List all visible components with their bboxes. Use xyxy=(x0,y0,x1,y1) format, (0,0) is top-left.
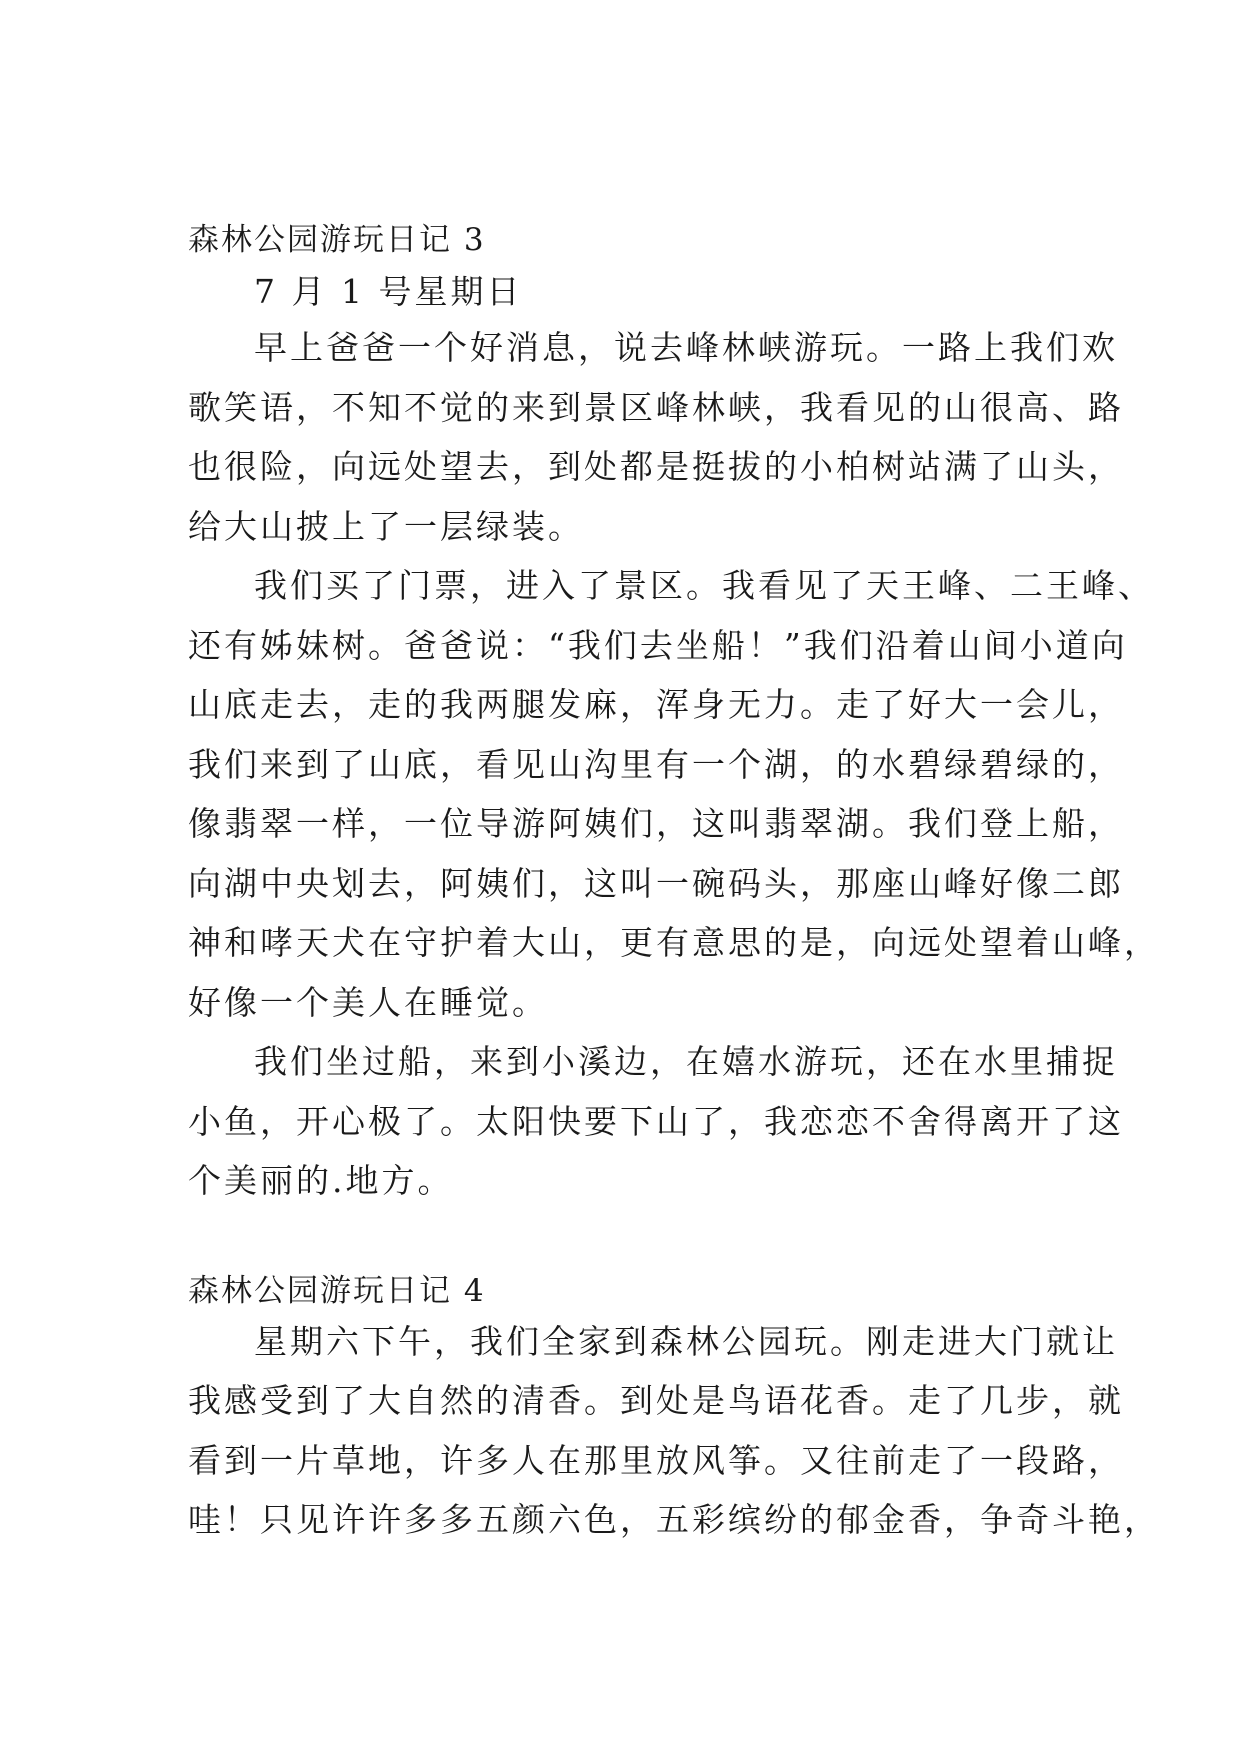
paragraph-line: 山底走去，走的我两腿发麻，浑身无力。走了好大一会儿， xyxy=(188,685,1124,724)
diary-date: 7 月 1 号星期日 xyxy=(254,272,523,311)
document-content xyxy=(188,220,1160,1550)
section-title-4: 森林公园游玩日记 4 xyxy=(188,1272,486,1309)
paragraph-line: 好像一个美人在睡觉。 xyxy=(188,982,548,1022)
paragraph-line: 我们坐过船，来到小溪边，在嬉水游玩，还在水里捕捉 xyxy=(254,1042,1118,1081)
paragraph-line: 还有姊妹树。爸爸说：“我们去坐船！”我们沿着山间小道向 xyxy=(188,625,1128,665)
paragraph-line: 早上爸爸一个好消息，说去峰林峡游玩。一路上我们欢 xyxy=(254,328,1118,367)
section-title-3: 森林公园游玩日记 3 xyxy=(188,222,486,258)
paragraph-line: 歌笑语，不知不觉的来到景区峰林峡，我看见的山很高、路 xyxy=(188,387,1124,427)
paragraph-line: 小鱼，开心极了。太阳快要下山了，我恋恋不舍得离开了这 xyxy=(188,1101,1124,1141)
paragraph-line: 我感受到了大自然的清香。到处是鸟语花香。走了几步，就 xyxy=(188,1381,1124,1420)
paragraph-line: 也很险，向远处望去，到处都是挺拔的小柏树站满了山头， xyxy=(188,447,1124,486)
section-spacer xyxy=(188,1211,1056,1271)
paragraph-line: 个美丽的.地方。 xyxy=(188,1161,454,1200)
paragraph-line: 向湖中央划去，阿姨们，这叫一碗码头，那座山峰好像二郎 xyxy=(188,863,1124,903)
paragraph-line: 我们来到了山底，看见山沟里有一个湖，的水碧绿碧绿的， xyxy=(188,744,1124,784)
paragraph-line: 哇！只见许许多多五颜六色，五彩缤纷的郁金香，争奇斗艳， xyxy=(188,1500,1160,1539)
paragraph-line: 星期六下午，我们全家到森林公园玩。刚走进大门就让 xyxy=(254,1321,1118,1361)
paragraph-line: 我们买了门票，进入了景区。我看见了天王峰、二王峰、 xyxy=(254,566,1154,605)
paragraph-line: 像翡翠一样，一位导游阿姨们，这叫翡翠湖。我们登上船， xyxy=(188,804,1124,843)
paragraph-line: 给大山披上了一层绿装。 xyxy=(188,506,584,546)
paragraph-line: 神和哮天犬在守护着大山，更有意思的是，向远处望着山峰， xyxy=(188,923,1160,962)
paragraph-line: 看到一片草地，许多人在那里放风筝。又往前走了一段路， xyxy=(188,1440,1124,1480)
